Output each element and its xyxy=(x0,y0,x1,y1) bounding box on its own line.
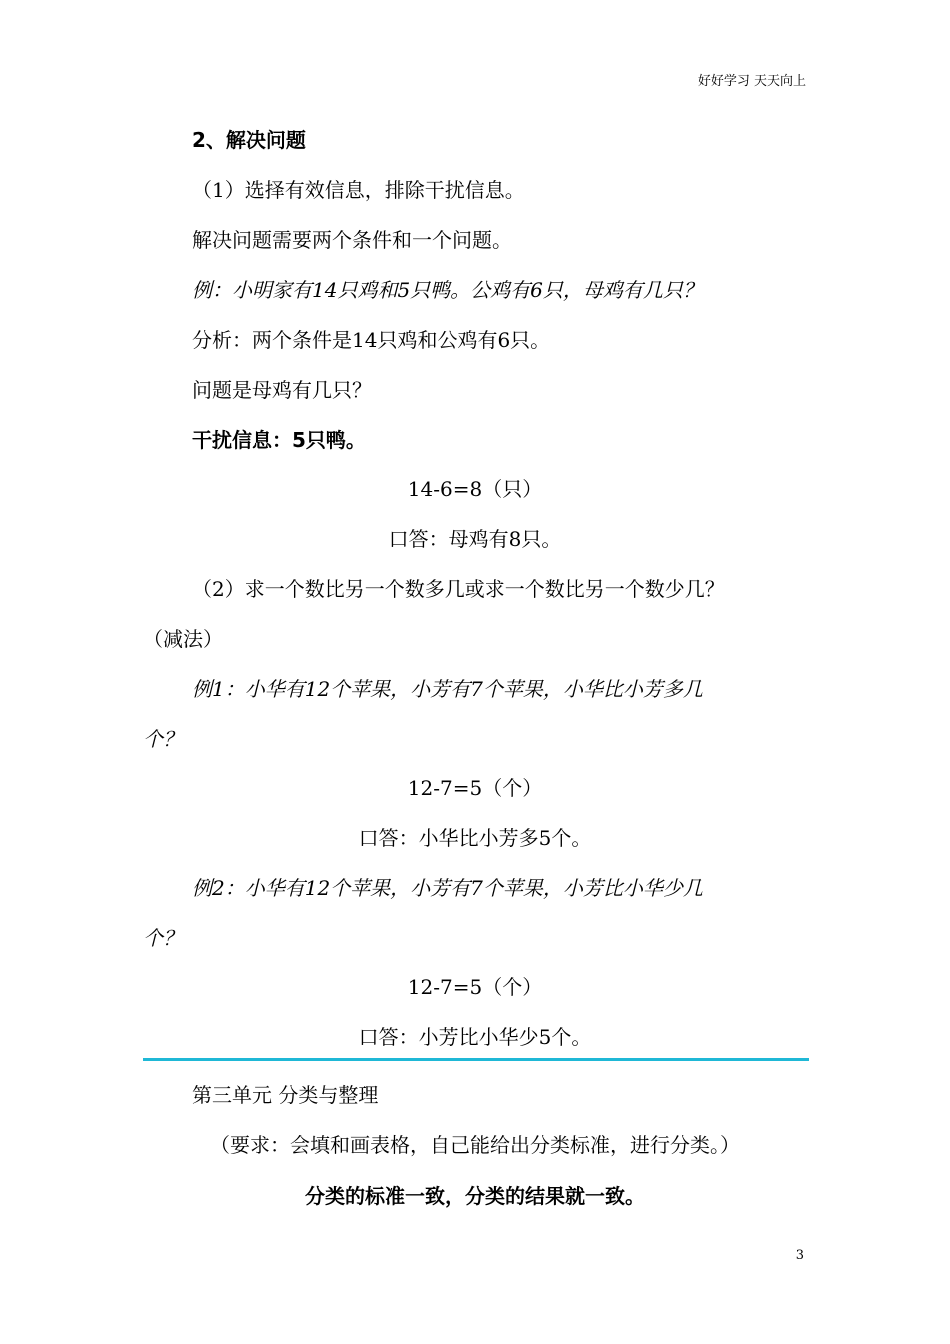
question-text: 问题是母鸡有几只？ xyxy=(192,378,372,402)
requirement-text: （要求：会填和画表格，自己能给出分类标准，进行分类。） xyxy=(210,1133,740,1157)
example-1-text: 例1：小华有12个苹果，小芳有7个苹果，小华比小芳多几 xyxy=(192,677,703,701)
unit-title: 第三单元 分类与整理 xyxy=(192,1083,379,1107)
example-1-equation: 12-7=5（个） xyxy=(407,776,543,800)
example-text: 例：小明家有14只鸡和5只鸭。公鸡有6只，母鸡有几只？ xyxy=(192,278,703,302)
example-2-text: 例2：小华有12个苹果，小芳有7个苹果，小芳比小华少几 xyxy=(192,876,703,900)
section-title: 2、解决问题 xyxy=(192,128,306,152)
interference-text: 干扰信息：5只鸭。 xyxy=(192,428,366,452)
subsection-2-title-cont: （减法） xyxy=(143,627,223,651)
example-1-answer: 口答：小华比小芳多5个。 xyxy=(358,826,592,850)
analysis-text: 分析：两个条件是14只鸡和公鸡有6只。 xyxy=(192,328,551,352)
page-number: 3 xyxy=(795,1248,804,1263)
equation: 14-6=8（只） xyxy=(407,477,543,501)
subsection-2-title: （2）求一个数比另一个数多几或求一个数比另一个数少几？ xyxy=(192,577,725,601)
section-divider xyxy=(143,1058,809,1061)
example-2-answer: 口答：小芳比小华少5个。 xyxy=(358,1025,592,1049)
example-2-equation: 12-7=5（个） xyxy=(407,975,543,999)
example-2-text-cont: 个？ xyxy=(143,926,183,950)
example-1-text-cont: 个？ xyxy=(143,727,183,751)
page-header: 好好学习 天天向上 xyxy=(697,74,806,89)
intro-text: 解决问题需要两个条件和一个问题。 xyxy=(192,228,512,252)
subsection-1-title: （1）选择有效信息，排除干扰信息。 xyxy=(192,178,525,202)
answer-text: 口答：母鸡有8只。 xyxy=(388,527,562,551)
key-point-text: 分类的标准一致，分类的结果就一致。 xyxy=(305,1184,645,1208)
